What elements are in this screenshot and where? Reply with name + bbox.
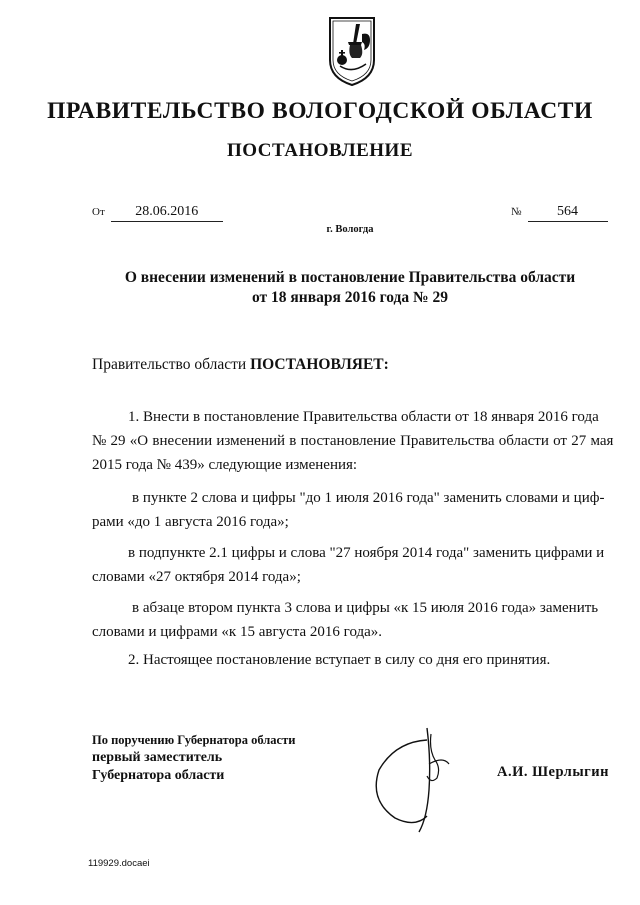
date-row [92,204,223,222]
paragraph-4 [92,596,614,644]
intro-bold: ПОСТАНОВЛЯЕТ: [250,356,389,373]
paragraph-line: в пункте 2 слова и цифры "до 1 июля 2016 года" заменить словами и циф- [132,490,605,506]
paragraph-line: рами «до 1 августа 2016 года»; [92,514,289,530]
paragraph-line: 2015 года № 439» следующие изменения: [92,457,358,473]
coat-of-arms-emblem [326,14,378,88]
paragraph-line: № 29 «О внесении изменений в постановление Правительства области от 27 мая [92,433,614,449]
decree-intro [92,356,389,374]
number-prefix: № [511,206,522,218]
organization-title: ПРАВИТЕЛЬСТВО ВОЛОГОДСКОЙ ОБЛАСТИ [47,98,593,124]
paragraph-5 [92,648,614,672]
document-subject [60,268,640,308]
date-prefix: От [92,206,105,218]
city: г. Вологда [326,224,374,235]
paragraph-line: словами «27 октября 2014 года»; [92,569,301,585]
paragraph-3 [92,541,614,589]
paragraph-2 [92,486,614,534]
paragraph-1 [92,405,614,477]
subject-line: от 18 января 2016 года № 29 [252,289,448,306]
intro-text: Правительство области [92,356,251,373]
subject-line: О внесении изменений в постановление Правительства области [124,269,576,286]
paragraph-line: словами и цифрами «к 15 августа 2016 года». [92,624,383,640]
paragraph-line: 1. Внести в постановление Правительства области от 18 января 2016 года [128,409,599,425]
signer-name: А.И. Шерлыгин [497,764,609,780]
handwritten-signature [365,720,475,835]
paragraph-line: в подпункте 2.1 цифры и слова "27 ноября 2014 года" заменить цифрами и [128,545,605,561]
document-type: ПОСТАНОВЛЕНИЕ [226,140,414,161]
document-date: 28.06.2016 [111,204,223,222]
signature-line: Губернатора области [92,768,225,783]
number-row [511,204,608,222]
signature-block [92,731,295,785]
document-number: 564 [528,204,608,222]
signature-line: первый заместитель [92,750,223,765]
signature-line: По поручению Губернатора области [92,733,296,747]
paragraph-line: в абзаце втором пункта 3 слова и цифры «к 15 июля 2016 года» заменить [132,600,599,616]
footer-filename: 119929.docaei [88,858,150,869]
paragraph-line: 2. Настоящее постановление вступает в силу со дня его принятия. [128,652,551,668]
